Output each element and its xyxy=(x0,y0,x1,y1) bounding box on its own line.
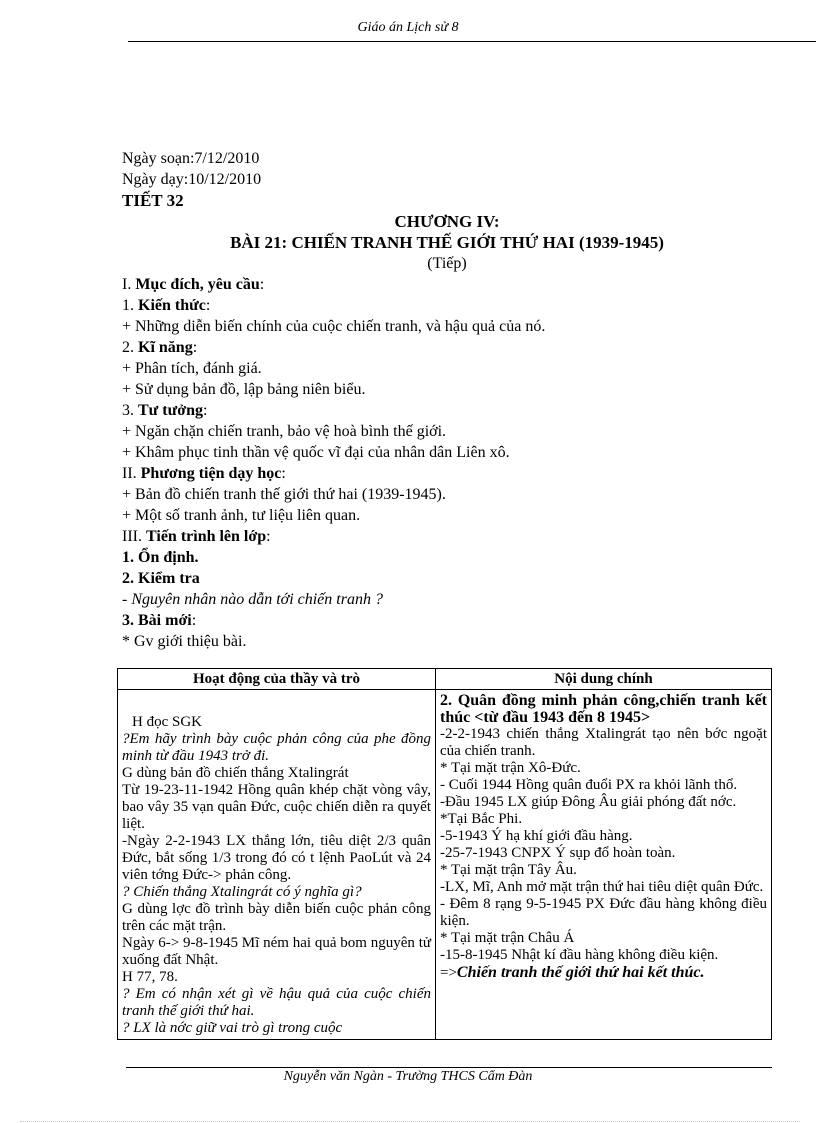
content-cell xyxy=(436,690,772,1040)
content-line: -5-1943 Ý hạ khí giới đầu hàng. xyxy=(440,828,633,844)
kiem-tra-question: - Nguyên nhân nào dẫn tới chiến tranh ? xyxy=(122,591,383,608)
section-2-heading: II. Phương tiện dạy học: xyxy=(122,465,286,482)
ki-nang-item: + Sử dụng bản đồ, lập bảng niên biểu. xyxy=(122,381,366,398)
header-rule xyxy=(128,41,816,42)
activity-line: Ngày 6-> 9-8-1945 Mĩ ném hai quả bom nguyên tử xuống đất Nhật. xyxy=(122,935,431,968)
activity-line: H 77, 78. xyxy=(122,969,178,985)
activity-line: G dùng bản đồ chiến thắng Xtalingrát xyxy=(122,765,349,781)
content-line: * Tại mặt trận Tây Âu. xyxy=(440,862,577,878)
section-1-heading: I. Mục đích, yêu cầu: xyxy=(122,276,265,293)
content-line: -LX, Mĩ, Anh mở mặt trận thứ hai tiêu diệt quân Đức. xyxy=(440,879,764,895)
activity-question: ? Em có nhận xét gì về hậu quả của cuộc chiến tranh thế giới thứ hai. xyxy=(122,986,431,1019)
document-body xyxy=(122,148,772,652)
content-line: -Đầu 1945 LX giúp Đông Âu giải phóng đất nớc. xyxy=(440,794,737,810)
column-header-content: Nội dung chính xyxy=(436,669,772,690)
content-line: - Cuối 1944 Hồng quân đuổi PX ra khỏi lãnh thổ. xyxy=(440,777,738,793)
content-section-title: 2. Quân đồng minh phản công,chiến tranh kết thúc <từ đầu 1943 đến 8 1945> xyxy=(440,692,767,726)
activity-question: ?Em hãy trình bày cuộc phản công của phe đồng minh từ đầu 1943 trở đi. xyxy=(122,731,431,764)
page-header: Giáo án Lịch sử 8 xyxy=(357,20,459,35)
phuong-tien-item: + Một số tranh ảnh, tư liệu liên quan. xyxy=(122,507,361,524)
tu-tuong-item: + Khâm phục tinh thần vệ quốc vĩ đại của nhân dân Liên xô. xyxy=(122,444,510,461)
content-line: - Đêm 8 rạng 9-5-1945 PX Đức đầu hàng không điều kiện. xyxy=(440,896,767,929)
activity-question: ? Chiến thắng Xtalingrát có ý nghĩa gì? xyxy=(122,884,362,900)
kien-thuc-item: + Những diễn biến chính của cuộc chiến tranh, và hậu quả của nó. xyxy=(122,318,546,335)
ngay-day: Ngày dạy:10/12/2010 xyxy=(122,171,262,188)
ki-nang-item: + Phân tích, đánh giá. xyxy=(122,360,262,377)
content-line: -2-2-1943 chiến thắng Xtalingrát tạo nên bớc ngoặt của chiến tranh. xyxy=(440,726,767,759)
lesson-title: BÀI 21: CHIẾN TRANH THẾ GIỚI THỨ HAI (1939-1945) xyxy=(230,233,664,252)
lesson-table xyxy=(117,668,772,1040)
kiem-tra-heading: 2. Kiểm tra xyxy=(122,570,200,587)
activity-line: H đọc SGK xyxy=(132,714,202,730)
chapter-title: CHƯƠNG IV: xyxy=(394,212,500,231)
content-line: -25-7-1943 CNPX Ý sụp đổ hoàn toàn. xyxy=(440,845,676,861)
content-line: * Tại mặt trận Châu Á xyxy=(440,930,575,946)
tu-tuong-item: + Ngăn chặn chiến tranh, bảo vệ hoà bình thế giới. xyxy=(122,423,447,440)
page-footer: Nguyễn văn Ngàn - Trường THCS Cẩm Đàn xyxy=(283,1069,533,1084)
content-line: -15-8-1945 Nhật kí đầu hàng không điều kiện. xyxy=(440,947,719,963)
activities-cell xyxy=(118,690,436,1040)
on-dinh-heading: 1. Ổn định. xyxy=(122,549,199,566)
tu-tuong-heading: 3. Tư tưởng: xyxy=(122,402,208,419)
activity-line: Từ 19-23-11-1942 Hồng quân khép chặt vòng vây, bao vây 35 vạn quân Đức, cuộc chiến diễn ra quyết liệt. xyxy=(122,782,431,832)
kien-thuc-heading: 1. Kiến thức: xyxy=(122,297,211,314)
tiet-number: TIẾT 32 xyxy=(122,191,184,210)
page-edge xyxy=(20,1121,800,1122)
section-3-heading: III. Tiến trình lên lớp: xyxy=(122,528,271,545)
content-line: *Tại Bắc Phi. xyxy=(440,811,523,827)
bai-moi-heading: 3. Bài mới: xyxy=(122,612,197,629)
gv-intro: * Gv giới thiệu bài. xyxy=(122,633,247,650)
content-line: * Tại mặt trận Xô-Đức. xyxy=(440,760,581,776)
phuong-tien-item: + Bản đồ chiến tranh thế giới thứ hai (1939-1945). xyxy=(122,486,446,503)
activity-question: ? LX là nớc giữ vai trò gì trong cuộc xyxy=(122,1020,343,1036)
ki-nang-heading: 2. Kĩ năng: xyxy=(122,339,198,356)
footer-rule xyxy=(126,1067,772,1068)
activity-line: G dùng lợc đồ trình bày diễn biến cuộc phản công trên các mặt trận. xyxy=(122,901,431,934)
activity-line: -Ngày 2-2-1943 LX thắng lớn, tiêu diệt 2/3 quân Đức, bắt sống 1/3 trong đó có t lệnh PaoLút và 24 viên tớng Đức-> phản công. xyxy=(122,833,431,883)
ngay-soan: Ngày soạn:7/12/2010 xyxy=(122,150,260,167)
lesson-subtitle: (Tiếp) xyxy=(427,255,467,272)
content-conclusion: =>Chiến tranh thế giới thứ hai kết thúc. xyxy=(440,964,705,981)
column-header-activities: Hoạt động của thầy và trò xyxy=(118,669,436,690)
